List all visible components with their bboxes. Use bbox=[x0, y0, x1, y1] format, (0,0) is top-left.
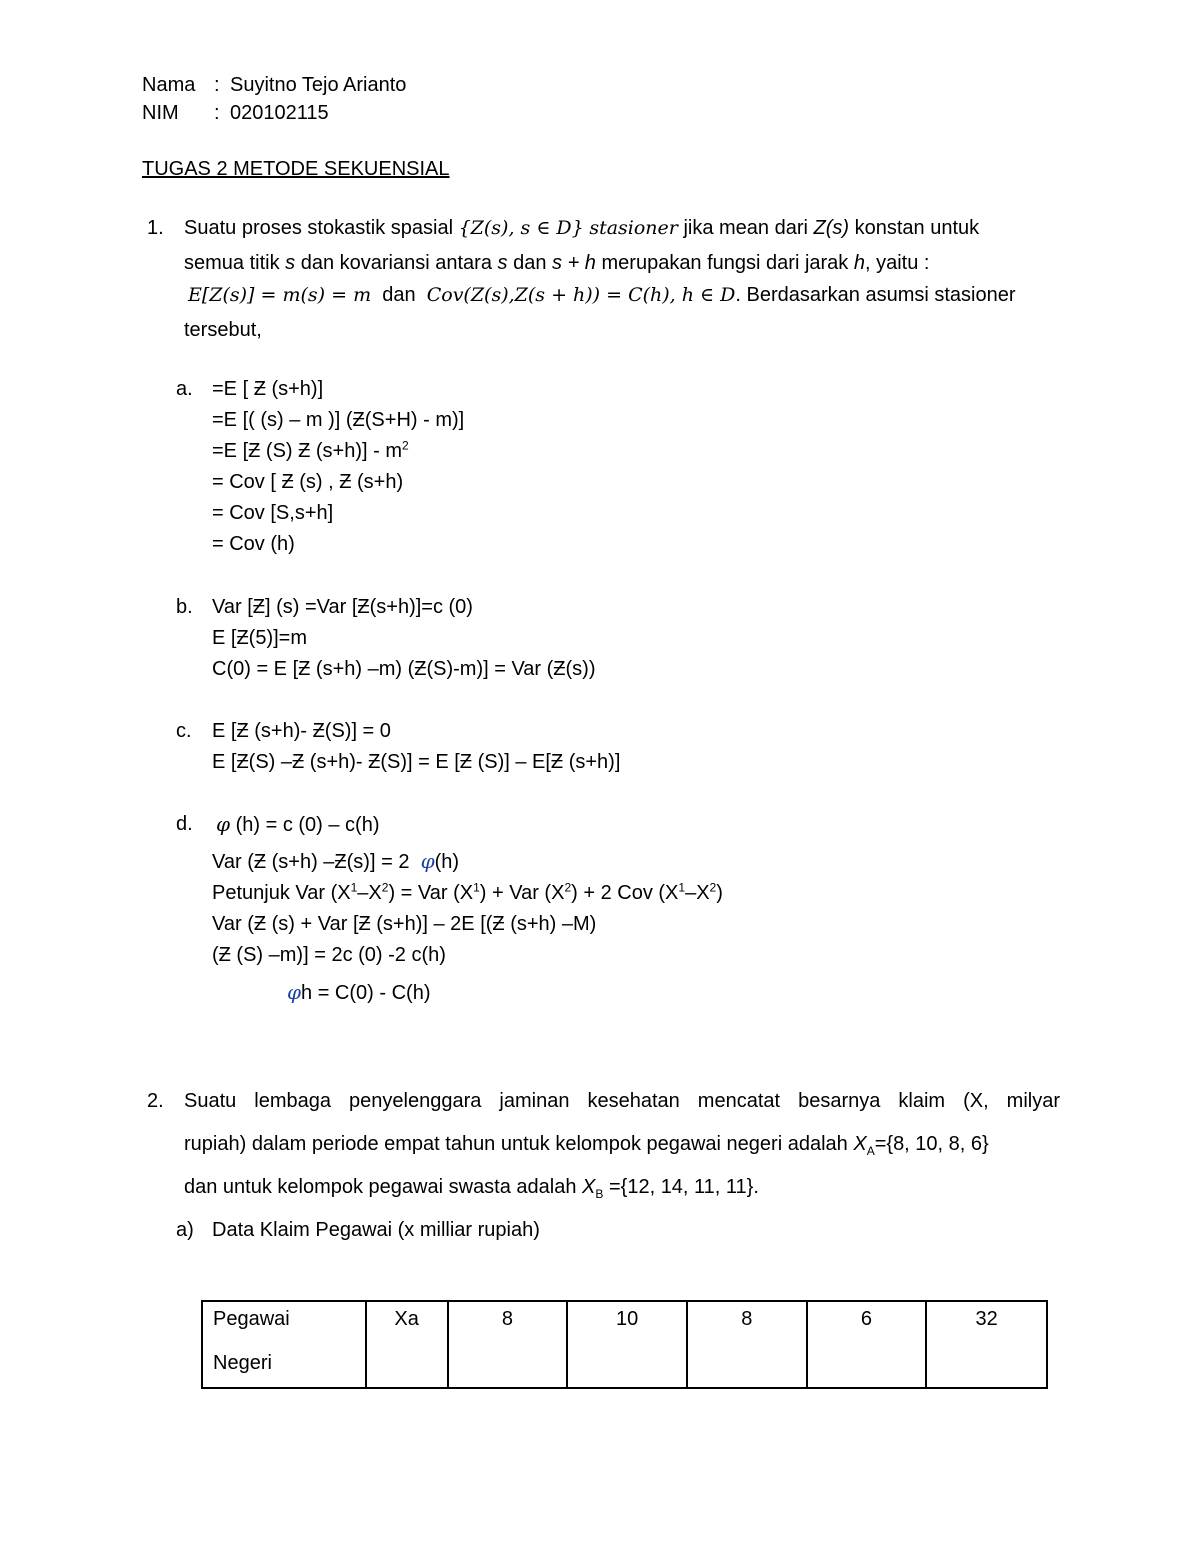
table-cell-value: 8 bbox=[448, 1301, 568, 1388]
q1-text: Suatu proses stokastik spasial bbox=[184, 217, 454, 239]
q1a-label: a. bbox=[176, 378, 193, 400]
q1d-line-5: (Ƶ (S) –m)] = 2c (0) -2 c(h) bbox=[212, 944, 446, 966]
q1d-text: –X bbox=[357, 882, 382, 904]
superscript: 2 bbox=[564, 880, 572, 895]
document-title: TUGAS 2 METODE SEKUENSIAL bbox=[142, 158, 450, 180]
q1b-line: Var [Ƶ] (s) =Var [Ƶ(s+h)]=c (0) bbox=[212, 596, 473, 618]
q1b-line: E [Ƶ(5)]=m bbox=[212, 627, 308, 649]
q1-covariance-equation: Cov(Z(s),Z(s + h)) = C(h), h ∈ D bbox=[426, 284, 736, 306]
table-cell-group bbox=[202, 1301, 366, 1388]
q1-text: dan kovariansi antara bbox=[300, 252, 492, 274]
q1-var-s: s bbox=[497, 252, 508, 274]
question-1-number: 1. bbox=[147, 217, 164, 239]
nim-row bbox=[142, 101, 329, 125]
nim-value: 020102115 bbox=[230, 102, 329, 124]
q1a-line: =E [Ƶ (S) Ƶ (s+h)] - m bbox=[212, 440, 403, 462]
q1-stasioner: stasioner bbox=[589, 217, 678, 239]
table-cell-value: 10 bbox=[567, 1301, 687, 1388]
table-cell-total: 32 bbox=[926, 1301, 1047, 1388]
q1-line-4: tersebut, bbox=[184, 319, 262, 341]
q1-var-sh: s + h bbox=[552, 252, 596, 274]
q1-text: konstan untuk bbox=[854, 217, 980, 239]
q1a-line: = Cov [S,s+h] bbox=[212, 502, 334, 524]
q1-text: jika mean dari bbox=[683, 217, 808, 239]
q1d-line-3 bbox=[212, 881, 723, 905]
superscript: 2 bbox=[402, 438, 409, 453]
q2-var-x: X bbox=[853, 1133, 867, 1155]
q2-line-2 bbox=[184, 1132, 989, 1156]
q1d-line-4: Var (Ƶ (s) + Var [Ƶ (s+h)] – 2E [(Ƶ (s+h) –M) bbox=[212, 913, 597, 935]
q1d-text: –X bbox=[685, 882, 710, 904]
q2-set-a: ={8, 10, 8, 6} bbox=[874, 1133, 989, 1155]
phi-symbol: φ bbox=[420, 849, 435, 873]
q1d-text: ) bbox=[716, 882, 723, 904]
q1d-text: Var (Ƶ (s+h) –Ƶ(s)] = 2 bbox=[212, 851, 410, 873]
name-separator: : bbox=[214, 74, 220, 96]
q2-line-3 bbox=[184, 1175, 759, 1199]
q2-set-b: ={12, 14, 11, 11}. bbox=[608, 1176, 759, 1198]
claims-table bbox=[201, 1300, 1048, 1389]
q2a-label: a) bbox=[176, 1219, 194, 1241]
q1d-line-1 bbox=[216, 812, 380, 837]
q2-line-1: Suatu lembaga penyelenggara jaminan kesehatan mencatat besarnya klaim (X, milyar bbox=[184, 1090, 1060, 1112]
q1d-text: Petunjuk Var (X bbox=[212, 882, 351, 904]
q1a-line: = Cov (h) bbox=[212, 533, 295, 555]
q1-line-1 bbox=[184, 216, 979, 240]
q1a-line: =E [ Ƶ (s+h)] bbox=[212, 378, 324, 400]
q1d-label: d. bbox=[176, 813, 193, 835]
q1-mean-equation: E[Z(s)] = m(s) = m bbox=[188, 284, 372, 306]
phi-symbol: φ bbox=[216, 812, 231, 836]
q1d-text: (h) = c (0) – c(h) bbox=[235, 814, 380, 836]
q1b-label: b. bbox=[176, 596, 193, 618]
q2-var-x: X bbox=[582, 1176, 596, 1198]
q2-text: dan untuk kelompok pegawai swasta adalah bbox=[184, 1176, 577, 1198]
table-cell-value: 6 bbox=[807, 1301, 927, 1388]
question-2-number: 2. bbox=[147, 1090, 164, 1112]
q1d-line-2 bbox=[212, 849, 459, 874]
q1-line-3 bbox=[188, 283, 1016, 307]
subscript: B bbox=[595, 1187, 604, 1201]
table-cell-variable: Xa bbox=[366, 1301, 448, 1388]
table-cell-text: Negeri bbox=[213, 1352, 272, 1374]
table-cell-text: Pegawai bbox=[213, 1308, 290, 1330]
q1c-line: E [Ƶ (s+h)- Ƶ(S)] = 0 bbox=[212, 720, 391, 742]
q1d-text: ) + Var (X bbox=[479, 882, 565, 904]
q1-text: merupakan fungsi dari jarak bbox=[601, 252, 849, 274]
superscript: 1 bbox=[678, 880, 686, 895]
superscript: 1 bbox=[350, 880, 358, 895]
superscript: 2 bbox=[709, 880, 717, 895]
q1-zs: Z(s) bbox=[813, 217, 850, 239]
q1d-text: (h) bbox=[434, 851, 460, 873]
superscript: 2 bbox=[381, 880, 389, 895]
name-value: Suyitno Tejo Arianto bbox=[230, 74, 407, 96]
q1a-line: =E [( (s) – m )] (Ƶ(S+H) - m)] bbox=[212, 409, 465, 431]
q1c-label: c. bbox=[176, 720, 192, 742]
q1d-line-6 bbox=[287, 980, 430, 1005]
q1-text: . Berdasarkan asumsi stasioner bbox=[735, 284, 1016, 306]
table-row bbox=[202, 1301, 1047, 1388]
name-label: Nama bbox=[142, 74, 196, 96]
q1-var-h: h bbox=[853, 252, 865, 274]
name-row bbox=[142, 73, 406, 97]
nim-label: NIM bbox=[142, 102, 179, 124]
q1c-line: E [Ƶ(S) –Ƶ (s+h)- Ƶ(S)] = E [Ƶ (S)] – E[Ƶ (s+h)] bbox=[212, 751, 621, 773]
q1a-line: = Cov [ Ƶ (s) , Ƶ (s+h) bbox=[212, 471, 404, 493]
q1-line-2 bbox=[184, 251, 929, 275]
phi-symbol: φ bbox=[287, 980, 302, 1004]
nim-separator: : bbox=[214, 102, 220, 124]
q1-var-s: s bbox=[285, 252, 296, 274]
q1a-line-with-square bbox=[212, 439, 409, 463]
q1-text: , yaitu : bbox=[864, 252, 930, 274]
subscript: A bbox=[866, 1144, 875, 1158]
superscript: 1 bbox=[473, 880, 480, 895]
q1-process-set: {Z(s), s ∈ D} bbox=[458, 217, 584, 239]
q1-text: dan bbox=[513, 252, 547, 274]
q1-text: semua titik bbox=[184, 252, 280, 274]
table-cell-value: 8 bbox=[687, 1301, 807, 1388]
q1b-line: C(0) = E [Ƶ (s+h) –m) (Ƶ(S)-m)] = Var (Ƶ(s)) bbox=[212, 658, 596, 680]
q1d-text: h = C(0) - C(h) bbox=[301, 982, 431, 1004]
q1d-text: ) + 2 Cov (X bbox=[571, 882, 679, 904]
q2-text: rupiah) dalam periode empat tahun untuk kelompok pegawai negeri adalah bbox=[184, 1133, 848, 1155]
q1d-text: ) = Var (X bbox=[388, 882, 474, 904]
q2a-text: Data Klaim Pegawai (x milliar rupiah) bbox=[212, 1219, 540, 1241]
q1-text: dan bbox=[382, 284, 416, 306]
